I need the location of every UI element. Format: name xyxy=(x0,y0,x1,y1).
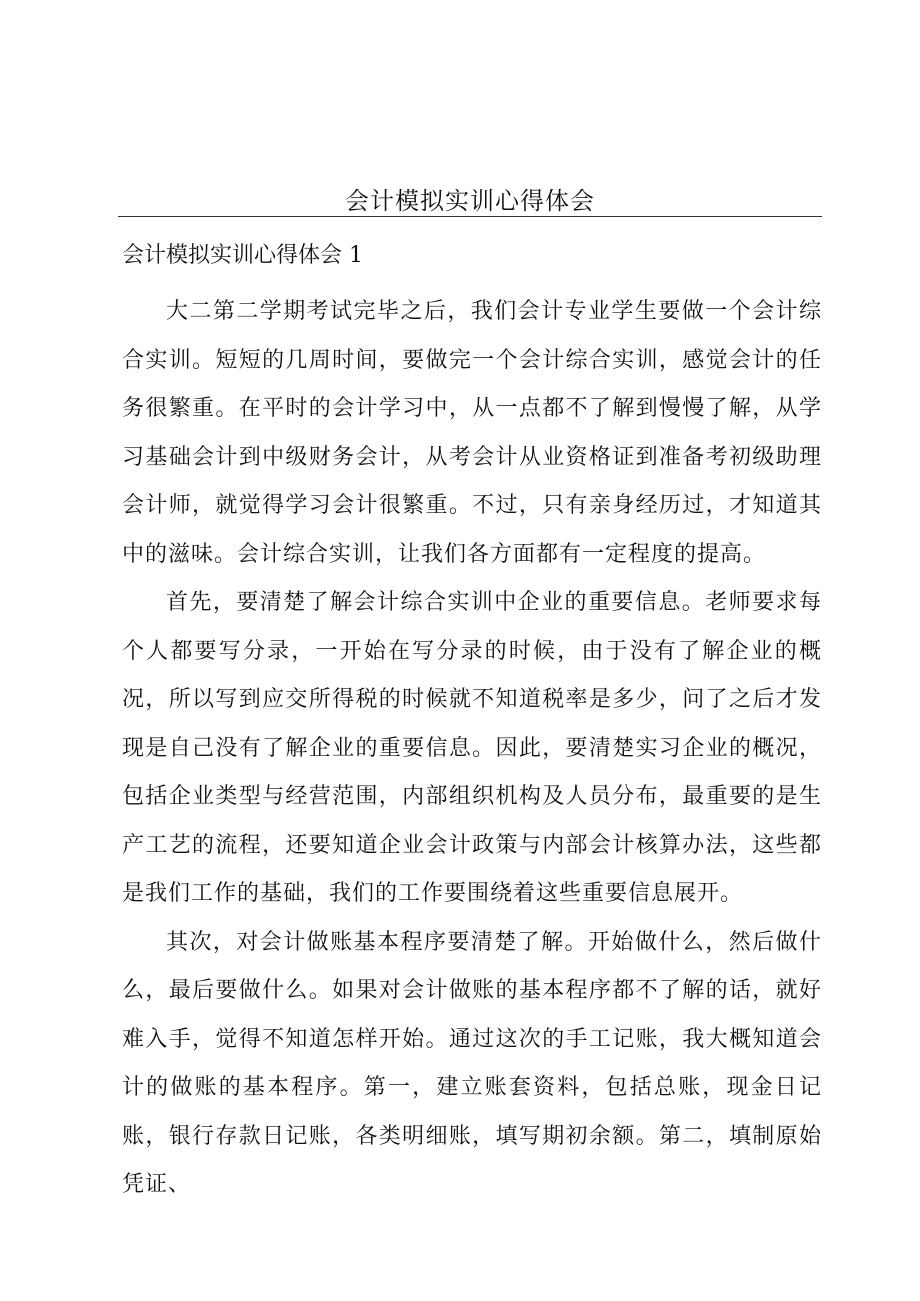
paragraph-3: 其次，对会计做账基本程序要清楚了解。开始做什么，然后做什么，最后要做什么。如果对会计做账的基本程序都不了解的话，就好难入手，觉得不知道怎样开始。通过这次的手工记账，我大概知道会计的做账的基本程序。第一，建立账套资料，包括总账，现金日记账，银行存款日记账，各类明细账，填写期初余额。第二，填制原始凭证、 xyxy=(122,929,822,1197)
document-body xyxy=(122,288,822,1210)
paragraph-1: 大二第二学期考试完毕之后，我们会计专业学生要做一个会计综合实训。短短的几周时间，要做完一个会计综合实训，感觉会计的任务很繁重。在平时的会计学习中，从一点都不了解到慢慢了解，从学习基础会计到中级财务会计，从考会计从业资格证到准备考初级助理会计师，就觉得学习会计很繁重。不过，只有亲身经历过，才知道其中的滋味。会计综合实训，让我们各方面都有一定程度的提高。 xyxy=(122,299,822,567)
section-title: 会计模拟实训心得体会 1 xyxy=(122,243,363,268)
title-underline xyxy=(118,216,822,217)
paragraph-2: 首先，要清楚了解会计综合实训中企业的重要信息。老师要求每个人都要写分录，一开始在写分录的时候，由于没有了解企业的概况，所以写到应交所得税的时候就不知道税率是多少，问了之后才发现是自己没有了解企业的重要信息。因此，要清楚实习企业的概况，包括企业类型与经营范围，内部组织机构及人员分布，最重要的是生产工艺的流程，还要知道企业会计政策与内部会计核算办法，这些都是我们工作的基础，我们的工作要围绕着这些重要信息展开。 xyxy=(122,590,822,906)
document-title: 会计模拟实训心得体会 xyxy=(345,187,595,215)
